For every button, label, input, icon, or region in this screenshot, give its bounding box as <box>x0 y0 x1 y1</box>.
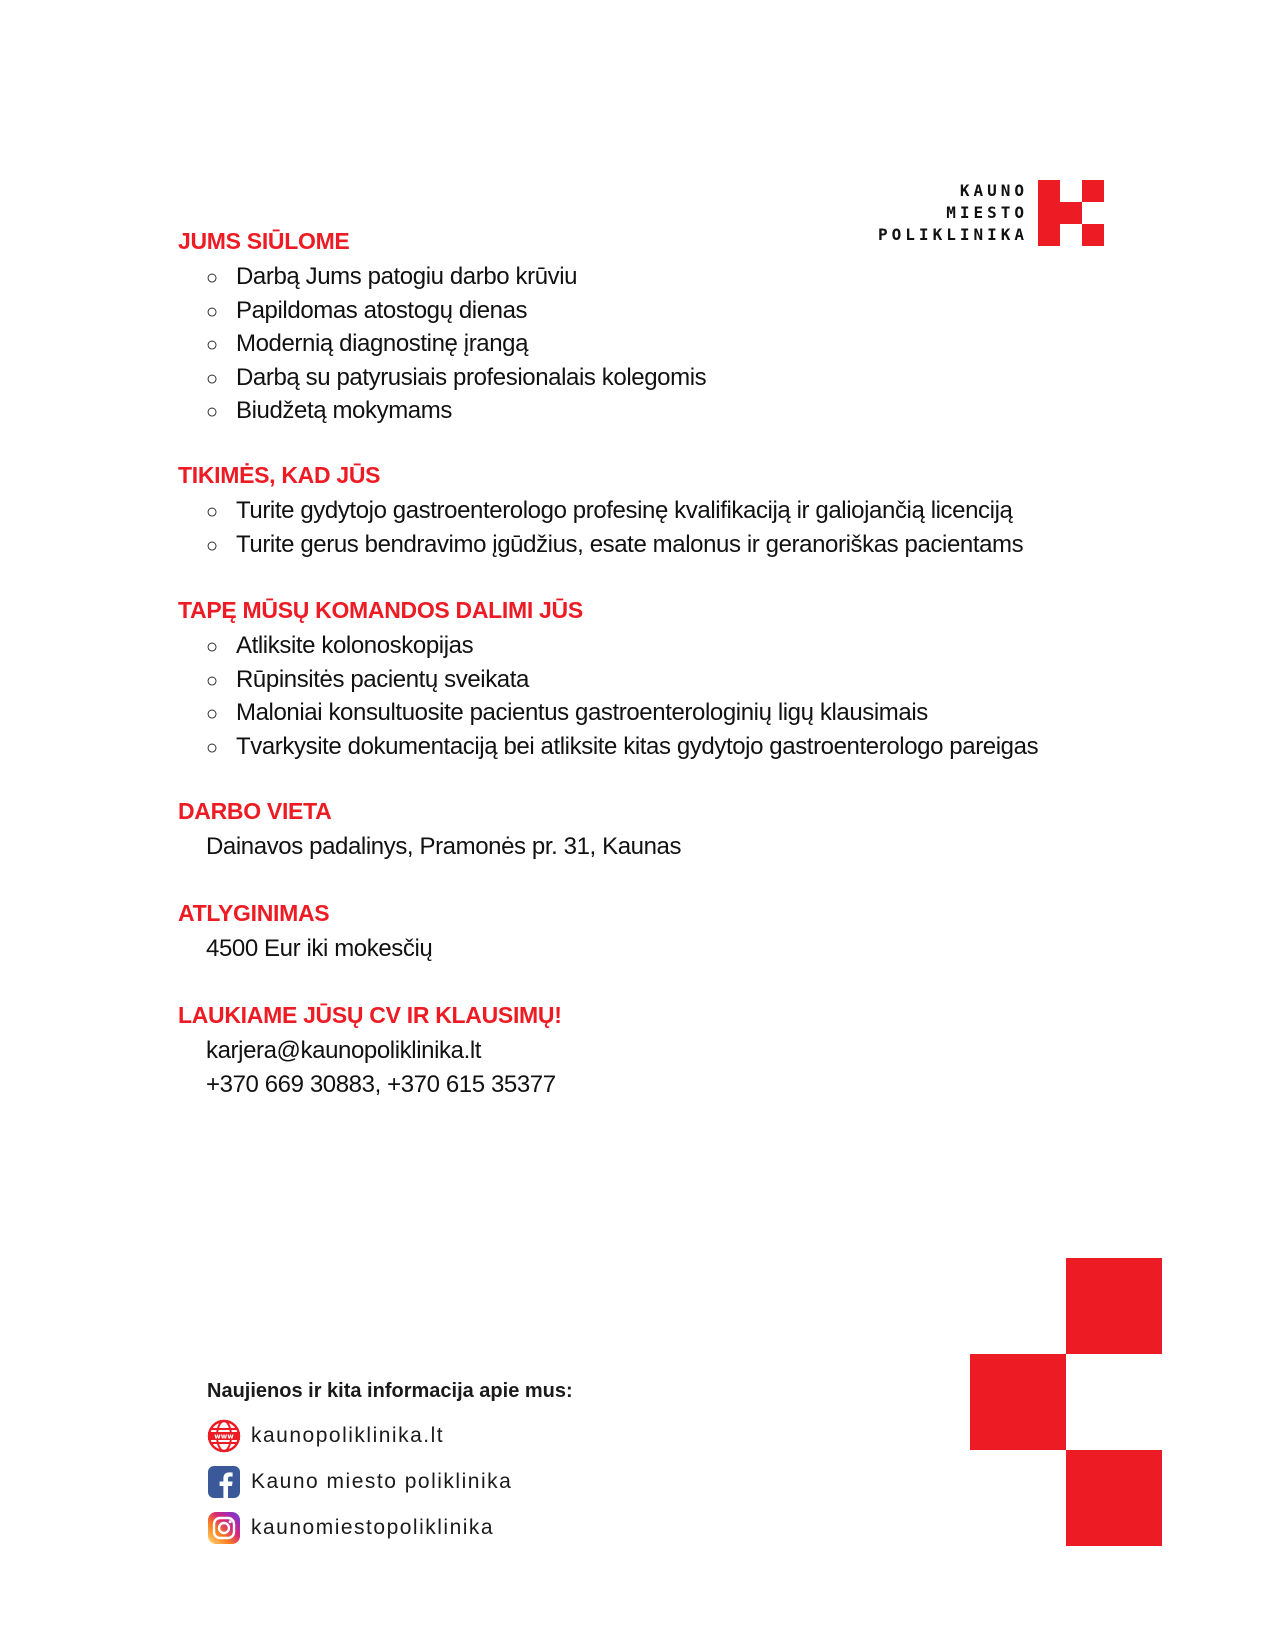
list-item: ○ Atliksite kolonoskopijas <box>206 629 1098 663</box>
list-item: ○ Biudžetą mokymams <box>206 394 1098 428</box>
facebook-icon <box>207 1465 241 1499</box>
section-offer <box>178 226 1098 428</box>
contact-email[interactable]: karjera@kaunopoliklinika.lt <box>206 1037 482 1064</box>
circle-bullet-icon: ○ <box>206 401 218 423</box>
duties-list <box>178 629 1098 763</box>
section-heading: TAPĘ MŪSŲ KOMANDOS DALIMI JŪS <box>178 597 583 623</box>
circle-bullet-icon: ○ <box>206 367 218 390</box>
list-item: ○ Maloniai konsultuosite pacientus gastroenterologinių ligų klausimais <box>206 696 1098 730</box>
decorative-squares <box>970 1258 1162 1546</box>
circle-bullet-icon: ○ <box>206 501 218 523</box>
list-item: ○ Turite gydytojo gastroenterologo profesinę kvalifikaciją ir galiojančią licenciją <box>206 494 1098 528</box>
svg-text:www: www <box>214 1432 234 1441</box>
circle-bullet-icon: ○ <box>206 636 218 658</box>
circle-bullet-icon: ○ <box>206 703 218 725</box>
www-globe-icon <box>207 1419 241 1453</box>
expectations-list <box>178 494 1098 561</box>
section-salary <box>178 898 1098 966</box>
circle-bullet-icon: ○ <box>206 736 218 759</box>
section-heading: DARBO VIETA <box>178 798 332 824</box>
list-item: ○ Modernią diagnostinę įrangą <box>206 327 1098 361</box>
logo-line-1: KAUNO <box>959 181 1028 200</box>
list-item: ○ Papildomas atostogų dienas <box>206 294 1098 328</box>
instagram-text: kaunomiestopoliklinika <box>251 1516 495 1539</box>
instagram-link[interactable] <box>207 1510 807 1546</box>
workplace-address: Dainavos padalinys, Pramonės pr. 31, Kaunas <box>206 833 682 860</box>
list-item: ○ Darbą su patyrusiais profesionalais kolegomis <box>206 361 1098 395</box>
offer-list <box>178 260 1098 428</box>
circle-bullet-icon: ○ <box>206 267 218 289</box>
section-heading: JUMS SIŪLOME <box>178 228 350 254</box>
logo-line-2: MIESTO <box>946 203 1028 222</box>
section-duties <box>178 595 1098 763</box>
circle-bullet-icon: ○ <box>206 669 218 692</box>
salary-value: 4500 Eur iki mokesčių <box>206 935 433 962</box>
list-item: ○ Darbą Jums patogiu darbo krūviu <box>206 260 1098 294</box>
contact-phones[interactable]: +370 669 30883, +370 615 35377 <box>206 1070 556 1098</box>
list-item: ○ Turite gerus bendravimo įgūdžius, esate malonus ir geranoriškas pacientams <box>206 528 1098 562</box>
facebook-text: Kauno miesto poliklinika <box>251 1470 513 1493</box>
section-expectations <box>178 460 1098 561</box>
website-link[interactable] <box>207 1418 807 1454</box>
website-text: kaunopoliklinika.lt <box>251 1424 445 1447</box>
section-heading: TIKIMĖS, KAD JŪS <box>178 462 381 488</box>
list-item: ○ Rūpinsitės pacientų sveikata <box>206 663 1098 697</box>
facebook-link[interactable] <box>207 1464 807 1500</box>
circle-bullet-icon: ○ <box>206 334 218 356</box>
footer-info <box>207 1378 807 1556</box>
circle-bullet-icon: ○ <box>206 534 218 557</box>
list-item: ○ Tvarkysite dokumentaciją bei atliksite kitas gydytojo gastroenterologo pareigas <box>206 730 1098 764</box>
footer-title: Naujienos ir kita informacija apie mus: <box>207 1380 573 1402</box>
instagram-icon <box>207 1511 241 1545</box>
section-workplace <box>178 796 1098 864</box>
section-contacts <box>178 1000 1098 1101</box>
circle-bullet-icon: ○ <box>206 300 218 323</box>
section-heading: ATLYGINIMAS <box>178 900 330 926</box>
logo-line-3: POLIKLINIKA <box>878 225 1028 244</box>
section-heading: LAUKIAME JŪSŲ CV IR KLAUSIMŲ! <box>178 1002 562 1028</box>
